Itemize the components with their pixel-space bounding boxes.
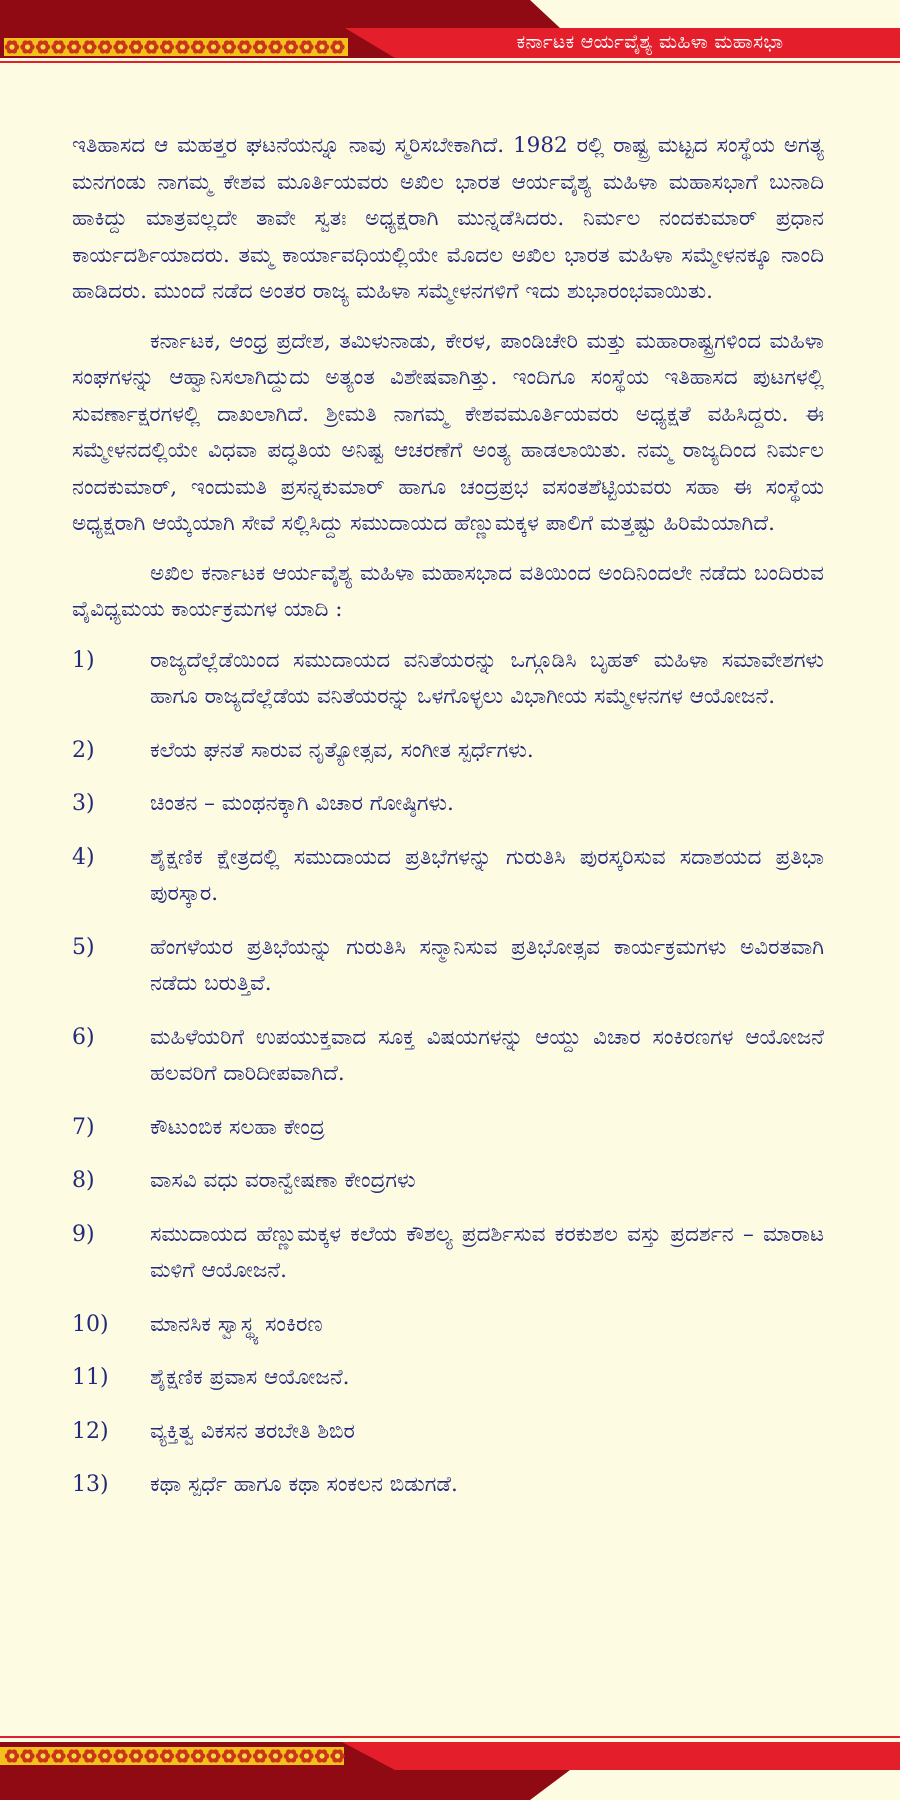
list-item-text: ವಾಸವಿ ವಧು ವರಾನ್ವೇಷಣಾ ಕೇಂದ್ರಗಳು [150, 1168, 416, 1193]
list-item-text: ಶೈಕ್ಷಣಿಕ ಪ್ರವಾಸ ಆಯೋಜನೆ. [150, 1365, 350, 1390]
list-item-text: ಹೆಂಗಳೆಯರ ಪ್ರತಿಭೆಯನ್ನು ಗುರುತಿಸಿ ಸನ್ಮಾನಿಸುವ ಪ್ರತಿಭೋತ್ಸವ ಕಾರ್ಯಕ್ರಮಗಳು ಅವಿರತವಾಗಿ ನಡೆದು ಬರುತ್ತಿವೆ. [150, 934, 824, 996]
list-item [72, 1020, 824, 1093]
program-list [72, 643, 824, 1504]
list-item-text: ಚಿಂತನ – ಮಂಥನಕ್ಕಾಗಿ ವಿಚಾರ ಗೋಷ್ಠಿಗಳು. [150, 791, 454, 816]
paragraph-conference: ಕರ್ನಾಟಕ, ಆಂಧ್ರ ಪ್ರದೇಶ, ತಮಿಳುನಾಡು, ಕೇರಳ, ಪಾಂಡಿಚೇರಿ ಮತ್ತು ಮಹಾರಾಷ್ಟ್ರಗಳಿಂದ ಮಹಿಳಾ ಸಂಘಗಳನ್ನು ಆಹ್ವಾನಿಸಲಾಗಿದ್ದುದು ಅತ್ಯಂತ ವಿಶೇಷವಾಗಿತ್ತು. ಇಂದಿಗೂ ಸಂಸ್ಥೆಯ ಇತಿಹಾಸದ ಪುಟಗಳಲ್ಲಿ ಸುವರ್ಣಾಕ್ಷರಗಳಲ್ಲಿ ದಾಖಲಾಗಿದೆ. ಶ್ರೀಮತಿ ನಾಗಮ್ಮ ಕೇಶವಮೂರ್ತಿಯವರು ಅಧ್ಯಕ್ಷತೆ ವಹಿಸಿದ್ದರು. ಈ ಸಮ್ಮೇಳನದಲ್ಲಿಯೇ ವಿಧವಾ ಪದ್ಧತಿಯ ಅನಿಷ್ಟ ಆಚರಣೆಗೆ ಅಂತ್ಯ ಹಾಡಲಾಯಿತು. ನಮ್ಮ ರಾಜ್ಯದಿಂದ ನಿರ್ಮಲ ನಂದಕುಮಾರ್, ಇಂದುಮತಿ ಪ್ರಸನ್ನಕುಮಾರ್ ಹಾಗೂ ಚಂದ್ರಪ್ರಭ ವಸಂತಶೆಟ್ಟಿಯವರು ಸಹಾ ಈ ಸಂಸ್ಥೆಯ ಅಧ್ಯಕ್ಷರಾಗಿ ಆಯ್ಕೆಯಾಗಿ ಸೇವೆ ಸಲ್ಲಿಸಿದ್ದು ಸಮುದಾಯದ ಹೆಣ್ಣುಮಕ್ಕಳ ಪಾಲಿಗೆ ಮತ್ತಷ್ಟು ಹಿರಿಮೆಯಾಗಿದೆ. [72, 328, 824, 536]
list-item [72, 1110, 824, 1147]
footer-decoration [0, 1734, 900, 1800]
list-item-number: 5) [72, 934, 95, 960]
list-item [72, 1217, 824, 1290]
list-item-number: 13) [72, 1472, 109, 1497]
paragraph-history: ಇತಿಹಾಸದ ಆ ಮಹತ್ತರ ಘಟನೆಯನ್ನೂ ನಾವು ಸ್ಮರಿಸಬೇಕಾಗಿದೆ. 1982 ರಲ್ಲಿ ರಾಷ್ಟ್ರ ಮಟ್ಟದ ಸಂಸ್ಥೆಯ ಅಗತ್ಯ ಮನಗಂಡು ನಾಗಮ್ಮ ಕೇಶವ ಮೂರ್ತಿಯವರು ಅಖಿಲ ಭಾರತ ಆರ್ಯವೈಶ್ಯ ಮಹಿಳಾ ಮಹಾಸಭಾಗೆ ಬುನಾದಿ ಹಾಕಿದ್ದು ಮಾತ್ರವಲ್ಲದೇ ತಾವೇ ಸ್ವತಃ ಅಧ್ಯಕ್ಷರಾಗಿ ಮುನ್ನಡೆಸಿದರು. ನಿರ್ಮಲ ನಂದಕುಮಾರ್ ಪ್ರಧಾನ ಕಾರ್ಯದರ್ಶಿಯಾದರು. ತಮ್ಮ ಕಾರ್ಯಾವಧಿಯಲ್ಲಿಯೇ ಮೊದಲ ಅಖಿಲ ಭಾರತ ಮಹಿಳಾ ಸಮ್ಮೇಳನಕ್ಕೂ ನಾಂದಿ ಹಾಡಿದರು. ಮುಂದೆ ನಡೆದ ಅಂತರ ರಾಜ್ಯ ಮಹಿಳಾ ಸಮ್ಮೇಳನಗಳಿಗೆ ಇದು ಶುಭಾರಂಭವಾಯಿತು. [72, 133, 824, 304]
list-item [72, 1360, 824, 1397]
list-item-text: ಮಹಿಳೆಯರಿಗೆ ಉಪಯುಕ್ತವಾದ ಸೂಕ್ತ ವಿಷಯಗಳನ್ನು ಆಯ್ದು ವಿಚಾರ ಸಂಕಿರಣಗಳ ಆಯೋಜನೆ ಹಲವರಿಗೆ ದಾರಿದೀಪವಾಗಿದೆ. [150, 1024, 824, 1086]
list-item-text: ರಾಜ್ಯದೆಲ್ಲೆಡೆಯಿಂದ ಸಮುದಾಯದ ವನಿತೆಯರನ್ನು ಒಗ್ಗೂಡಿಸಿ ಬೃಹತ್ ಮಹಿಳಾ ಸಮಾವೇಶಗಳು ಹಾಗೂ ರಾಜ್ಯದೆಲ್ಲೆಡೆಯ ವನಿತೆಯರನ್ನು ಒಳಗೊಳ್ಳಲು ವಿಭಾಗೀಯ ಸಮ್ಮೇಳನಗಳ ಆಯೋಜನೆ. [150, 647, 824, 709]
list-item-number: 8) [72, 1168, 95, 1193]
list-item-number: 6) [72, 1024, 95, 1050]
list-item-text: ಶೈಕ್ಷಣಿಕ ಕ್ಷೇತ್ರದಲ್ಲಿ ಸಮುದಾಯದ ಪ್ರತಿಭೆಗಳನ್ನು ಗುರುತಿಸಿ ಪುರಸ್ಕರಿಸುವ ಸದಾಶಯದ ಪ್ರತಿಭಾ ಪುರಸ್ಕಾರ. [150, 844, 824, 906]
list-item-text: ಸಮುದಾಯದ ಹೆಣ್ಣುಮಕ್ಕಳ ಕಲೆಯ ಕೌಶಲ್ಯ ಪ್ರದರ್ಶಿಸುವ ಕರಕುಶಲ ವಸ್ತು ಪ್ರದರ್ಶನ – ಮಾರಾಟ ಮಳಿಗೆ ಆಯೋಜನೆ. [150, 1221, 824, 1283]
list-item-text: ವ್ಯಕ್ತಿತ್ವ ವಿಕಸನ ತರಬೇತಿ ಶಿಬಿರ [150, 1418, 355, 1444]
list-item-number: 10) [72, 1311, 109, 1337]
list-item-number: 2) [72, 737, 95, 763]
list-item-number: 3) [72, 791, 95, 816]
list-item [72, 840, 824, 913]
header-title: ಕರ್ನಾಟಕ ಆರ್ಯವೈಶ್ಯ ಮಹಿಳಾ ಮಹಾಸಭಾ [516, 31, 784, 53]
list-item-text: ಕಥಾ ಸ್ಪರ್ಧೆ ಹಾಗೂ ಕಥಾ ಸಂಕಲನ ಬಿಡುಗಡೆ. [150, 1472, 458, 1497]
list-item-text: ಕೌಟುಂಬಿಕ ಸಲಹಾ ಕೇಂದ್ರ [150, 1114, 325, 1140]
header-band [0, 0, 900, 70]
list-item-text: ಮಾನಸಿಕ ಸ್ವಾಸ್ಥ್ಯ ಸಂಕಿರಣ [150, 1311, 323, 1337]
footer-band [0, 1734, 900, 1800]
list-item [72, 733, 824, 770]
list-item [72, 786, 824, 823]
list-item-number: 1) [72, 647, 95, 673]
paragraph-list-intro: ಅಖಿಲ ಕರ್ನಾಟಕ ಆರ್ಯವೈಶ್ಯ ಮಹಿಳಾ ಮಹಾಸಭಾದ ವತಿಯಿಂದ ಅಂದಿನಿಂದಲೇ ನಡೆದು ಬಂದಿರುವ ವೈವಿಧ್ಯಮಯ ಕಾರ್ಯಕ್ರಮಗಳ ಯಾದಿ : [72, 560, 824, 622]
list-item [72, 1307, 824, 1344]
list-item-number: 9) [72, 1221, 95, 1247]
list-item-number: 11) [72, 1365, 109, 1390]
page-content [72, 128, 824, 1521]
list-item [72, 1467, 824, 1504]
list-item-number: 7) [72, 1114, 95, 1140]
list-item [72, 643, 824, 716]
list-item-number: 4) [72, 844, 95, 870]
list-item [72, 1414, 824, 1451]
list-item [72, 930, 824, 1003]
list-item [72, 1163, 824, 1200]
list-item-text: ಕಲೆಯ ಘನತೆ ಸಾರುವ ನೃತ್ಯೋತ್ಸವ, ಸಂಗೀತ ಸ್ಪರ್ಧೆಗಳು. [150, 737, 534, 763]
list-item-number: 12) [72, 1418, 109, 1444]
